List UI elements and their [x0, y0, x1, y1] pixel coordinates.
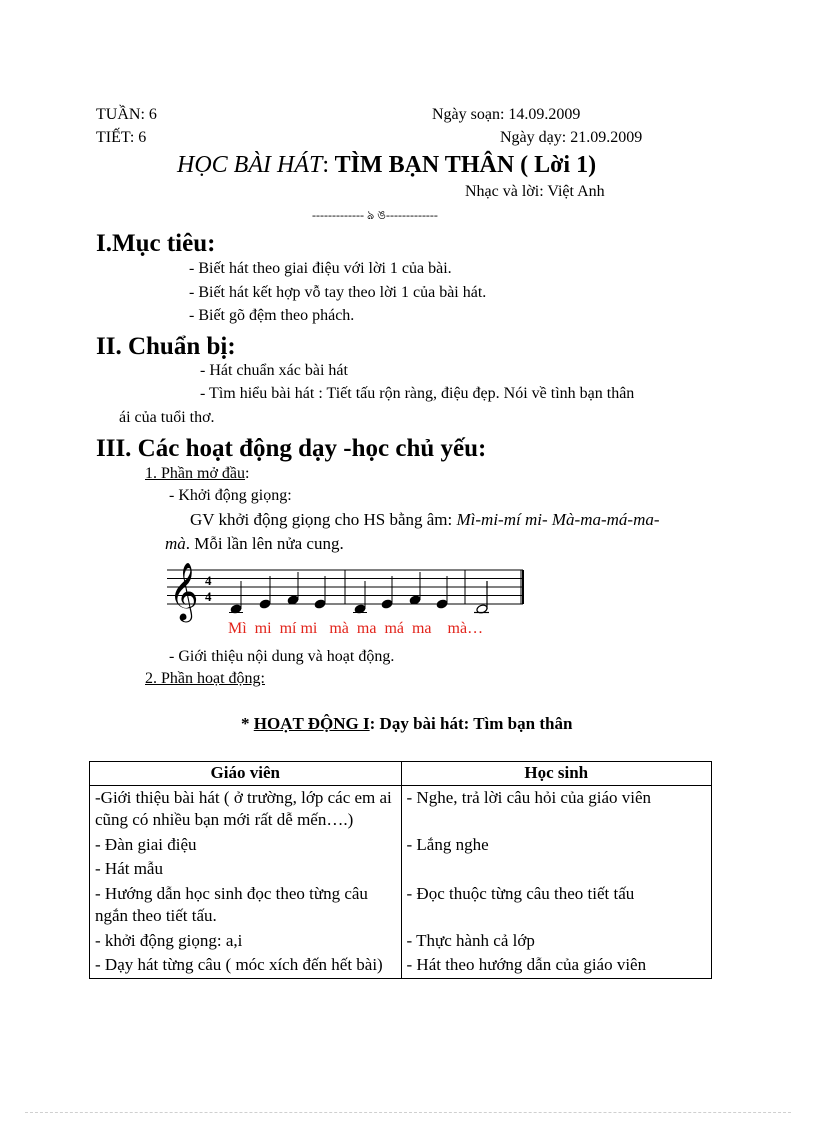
- lesson-title-prefix: HỌC BÀI HÁT: [177, 152, 323, 178]
- section-3-title: III. Các hoạt động dạy -học chủ yếu:: [96, 435, 487, 462]
- warmup-syllables-end: mà: [165, 534, 186, 553]
- lesson-title-song: TÌM BẠN THÂN ( Lời 1): [329, 152, 597, 178]
- activity-title: [241, 714, 572, 734]
- section-2-title: II. Chuẩn bị:: [96, 333, 236, 360]
- preparation-item: - Tìm hiểu bài hát : Tiết tấu rộn ràng, điệu đẹp. Nói về tình bạn thân: [200, 385, 635, 402]
- column-header-student: Học sinh: [401, 762, 712, 786]
- teacher-cell: - Hướng dẫn học sinh đọc theo từng câu ngắn theo tiết tấu.: [90, 882, 402, 929]
- warmup-prefix: GV khởi động giọng cho HS bằng âm:: [190, 510, 457, 529]
- student-cell: - Thực hành cả lớp: [401, 929, 712, 954]
- table-row: [90, 833, 712, 858]
- note: [314, 599, 326, 609]
- table-row: [90, 953, 712, 978]
- teacher-cell: -Giới thiệu bài hát ( ở trường, lớp các em ai cũng có nhiều bạn mới rất dễ mến….): [90, 785, 402, 833]
- svg-text:4: 4: [205, 589, 212, 604]
- note: [381, 599, 393, 609]
- student-cell: - Lắng nghe: [401, 833, 712, 858]
- table-header-row: [90, 762, 712, 786]
- activity-title-rest: : Dạy bài hát: Tìm bạn thân: [369, 714, 573, 733]
- teacher-cell: - Hát mẫu: [90, 857, 402, 882]
- table-row: [90, 929, 712, 954]
- treble-clef-icon: 𝄞: [169, 562, 199, 620]
- time-signature: [205, 573, 212, 604]
- warmup-description-continued: [165, 534, 344, 554]
- page-bottom-divider: [25, 1112, 791, 1113]
- date-prepared: Ngày soạn: 14.09.2009: [432, 106, 581, 123]
- ornament-divider: ------------- ঌ ঙ-------------: [312, 208, 438, 222]
- teacher-cell: - khởi động giọng: a,i: [90, 929, 402, 954]
- intro-item: - Giới thiệu nội dung và hoạt động.: [169, 648, 395, 665]
- objective-item: - Biết hát kết hợp vỗ tay theo lời 1 của bài hát.: [189, 284, 487, 301]
- activity-title-label: HOẠT ĐỘNG I: [253, 714, 370, 733]
- activity-title-star: *: [241, 714, 254, 733]
- student-cell: - Đọc thuộc từng câu theo tiết tấu: [401, 882, 712, 929]
- half-note: [474, 581, 489, 614]
- activity-table: [89, 761, 712, 979]
- week-label: TUẦN: 6: [96, 106, 157, 123]
- part-1-title-text: 1. Phần mở đầu: [145, 465, 246, 482]
- preparation-item: - Hát chuẩn xác bài hát: [200, 362, 348, 379]
- lesson-title: [177, 152, 596, 179]
- period-label: TIẾT: 6: [96, 129, 147, 146]
- warmup-description: [190, 510, 660, 530]
- note: [436, 599, 448, 609]
- column-header-teacher: Giáo viên: [90, 762, 402, 786]
- note: [259, 599, 271, 609]
- warmup-label: - Khởi động giọng:: [169, 487, 292, 504]
- date-taught: Ngày dạy: 21.09.2009: [500, 129, 643, 146]
- music-lyrics: Mì mi mí mi mà ma má ma mà…: [228, 620, 484, 637]
- table-row: [90, 882, 712, 929]
- teacher-cell: - Đàn giai điệu: [90, 833, 402, 858]
- preparation-item-continued: ái của tuổi thơ.: [119, 409, 215, 426]
- music-staff: [165, 555, 530, 623]
- part-1-title: [145, 465, 249, 483]
- student-cell: - Nghe, trả lời câu hỏi của giáo viên: [401, 785, 712, 833]
- teacher-cell: - Dạy hát từng câu ( móc xích đến hết bài): [90, 953, 402, 978]
- table-row: [90, 857, 712, 882]
- lesson-title-colon: :: [322, 152, 329, 178]
- warmup-syllables: Mì-mi-mí mi- Mà-ma-má-ma-: [456, 510, 660, 529]
- student-cell: [401, 857, 712, 882]
- objective-item: - Biết hát theo giai điệu với lời 1 của bài.: [189, 260, 452, 277]
- objective-item: - Biết gõ đệm theo phách.: [189, 307, 355, 324]
- section-1-title-text: I.Mục tiêu:: [96, 230, 216, 257]
- svg-text:4: 4: [205, 573, 212, 588]
- song-author: Nhạc và lời: Việt Anh: [465, 183, 605, 200]
- student-cell: - Hát theo hướng dẫn của giáo viên: [401, 953, 712, 978]
- section-1-title: [96, 230, 215, 258]
- warmup-suffix: . Mỗi lần lên nửa cung.: [185, 534, 344, 553]
- table-row: [90, 785, 712, 833]
- part-2-title: 2. Phần hoạt động:: [145, 670, 265, 687]
- part-1-title-colon: :: [245, 465, 250, 482]
